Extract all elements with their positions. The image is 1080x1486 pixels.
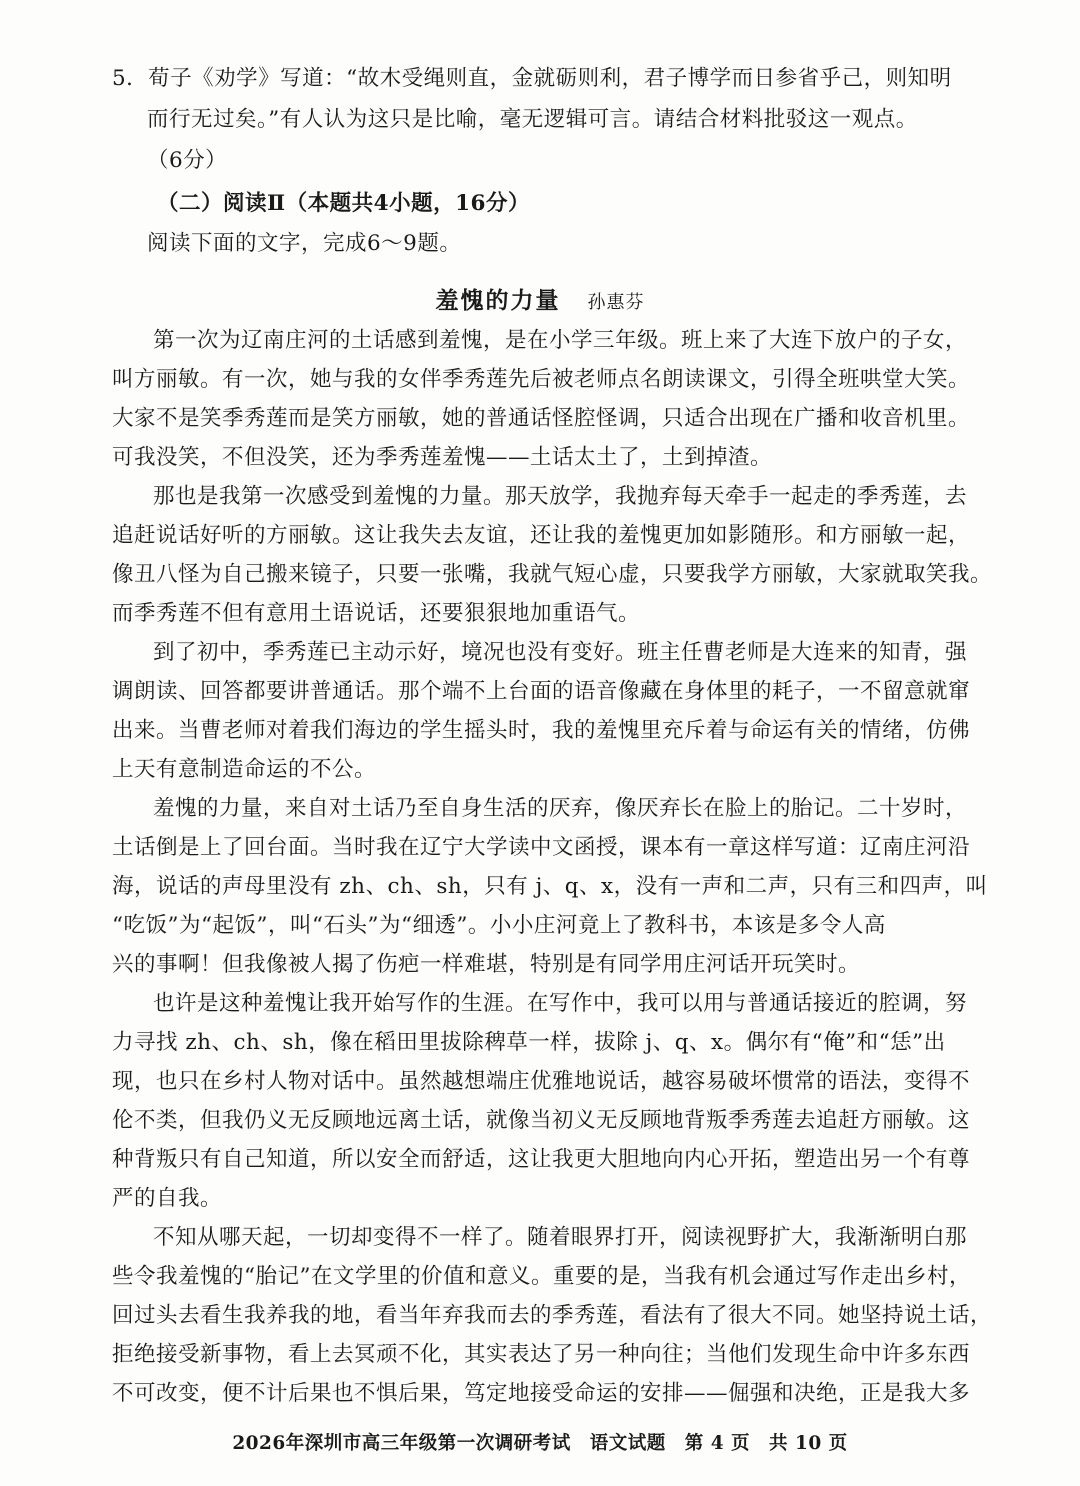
article-line: 严的自我。 [112,1186,223,1211]
article-line: 海，说话的声母里没有 zh、ch、sh，只有 j、q、x，没有一声和二声，只有三和四声，叫 [112,874,988,899]
article-line: 些令我羞愧的“胎记”在文学里的价值和意义。重要的是，当我有机会通过写作走出乡村， [112,1264,971,1289]
article-line: 不知从哪天起，一切却变得不一样了。随着眼界打开，阅读视野扩大，我渐渐明白那 [153,1225,968,1250]
article-line: 回过头去看生我养我的地，看当年弃我而去的季秀莲，看法有了很大不同。她坚持说土话， [112,1303,993,1328]
article-line: 现，也只在乡村人物对话中。虽然越想端庄优雅地说话，越容易破坏惯常的语法，变得不 [112,1069,971,1094]
article-line: 上天有意制造命运的不公。 [112,757,377,782]
article-line: 像丑八怪为自己搬来镜子，只要一张嘴，我就气短心虚，只要我学方丽敏，大家就取笑我。 [112,562,993,587]
question-5-score: （6分） [147,148,228,173]
article-line: 叫方丽敏。有一次，她与我的女伴季秀莲先后被老师点名朗读课文，引得全班哄堂大笑。 [112,367,971,392]
article-line: 土话倒是上了回台面。当时我在辽宁大学读中文函授，课本有一章这样写道：辽南庄河沿 [112,835,971,860]
article-line: 调朗读、回答都要讲普通话。那个端不上台面的语音像藏在身体里的耗子，一不留意就窜 [112,679,971,704]
article-line: 出来。当曹老师对着我们海边的学生摇头时，我的羞愧里充斥着与命运有关的情绪，仿佛 [112,718,971,743]
question-5-line-1: 5．荀子《劝学》写道：“故木受绳则直，金就砺则利，君子博学而日参省乎己，则知明 [112,66,952,91]
page-footer: 2026年深圳市高三年级第一次调研考试 语文试题 第 4 页 共 10 页 [232,1433,848,1454]
article-line: 拒绝接受新事物，看上去冥顽不化，其实表达了另一种向往；当他们发现生命中许多东西 [112,1342,971,1367]
article-line: 力寻找 zh、ch、sh，像在稻田里拔除稗草一样，拔除 j、q、x。偶尔有“俺”和“恁”出 [112,1030,946,1055]
article-line: 可我没笑，不但没笑，还为季秀莲羞愧——土话太土了，土到掉渣。 [112,445,773,470]
article-line: 而季秀莲不但有意用土语说话，还要狠狠地加重语气。 [112,601,641,626]
article-title: 羞愧的力量 [435,287,561,314]
article-line: 不可改变，便不计后果也不惧后果，笃定地接受命运的安排——倔强和决绝，正是我大多 [112,1381,971,1406]
article-header [0,282,1080,315]
article-line: 追赶说话好听的方丽敏。这让我失去友谊，还让我的羞愧更加如影随形。和方丽敏一起， [112,523,971,548]
article-line: 羞愧的力量，来自对土话乃至自身生活的厌弃，像厌弃长在脸上的胎记。二十岁时， [153,796,968,821]
question-5-line-2: 而行无过矣。”有人认为这只是比喻，毫无逻辑可言。请结合材料批驳这一观点。 [147,107,918,132]
article-line: 也许是这种羞愧让我开始写作的生涯。在写作中，我可以用与普通话接近的腔调，努 [153,991,968,1016]
article-line: 兴的事啊！但我像被人揭了伤疤一样难堪，特别是有同学用庄河话开玩笑时。 [112,952,861,977]
article-line: 种背叛只有自己知道，所以安全而舒适，这让我更大胆地向内心开拓，塑造出另一个有尊 [112,1147,971,1172]
article-line: 第一次为辽南庄河的土话感到羞愧，是在小学三年级。班上来了大连下放户的子女， [153,328,968,353]
article-author: 孙惠芬 [587,292,645,313]
article-line: “吃饭”为“起饭”，叫“石头”为“细透”。小小庄河竟上了教科书，本该是多令人高 [112,913,886,938]
article-line: 到了初中，季秀莲已主动示好，境况也没有变好。班主任曹老师是大连来的知青，强 [153,640,968,665]
article-line: 那也是我第一次感受到羞愧的力量。那天放学，我抛弃每天牵手一起走的季秀莲，去 [153,484,968,509]
section-instruction: 阅读下面的文字，完成6～9题。 [147,231,462,256]
article-line: 大家不是笑季秀莲而是笑方丽敏，她的普通话怪腔怪调，只适合出现在广播和收音机里。 [112,406,971,431]
section-heading: （二）阅读Ⅱ（本题共4小题，16分） [157,191,531,216]
article-line: 伦不类，但我仍义无反顾地远离土话，就像当初义无反顾地背叛季秀莲去追赶方丽敏。这 [112,1108,971,1133]
